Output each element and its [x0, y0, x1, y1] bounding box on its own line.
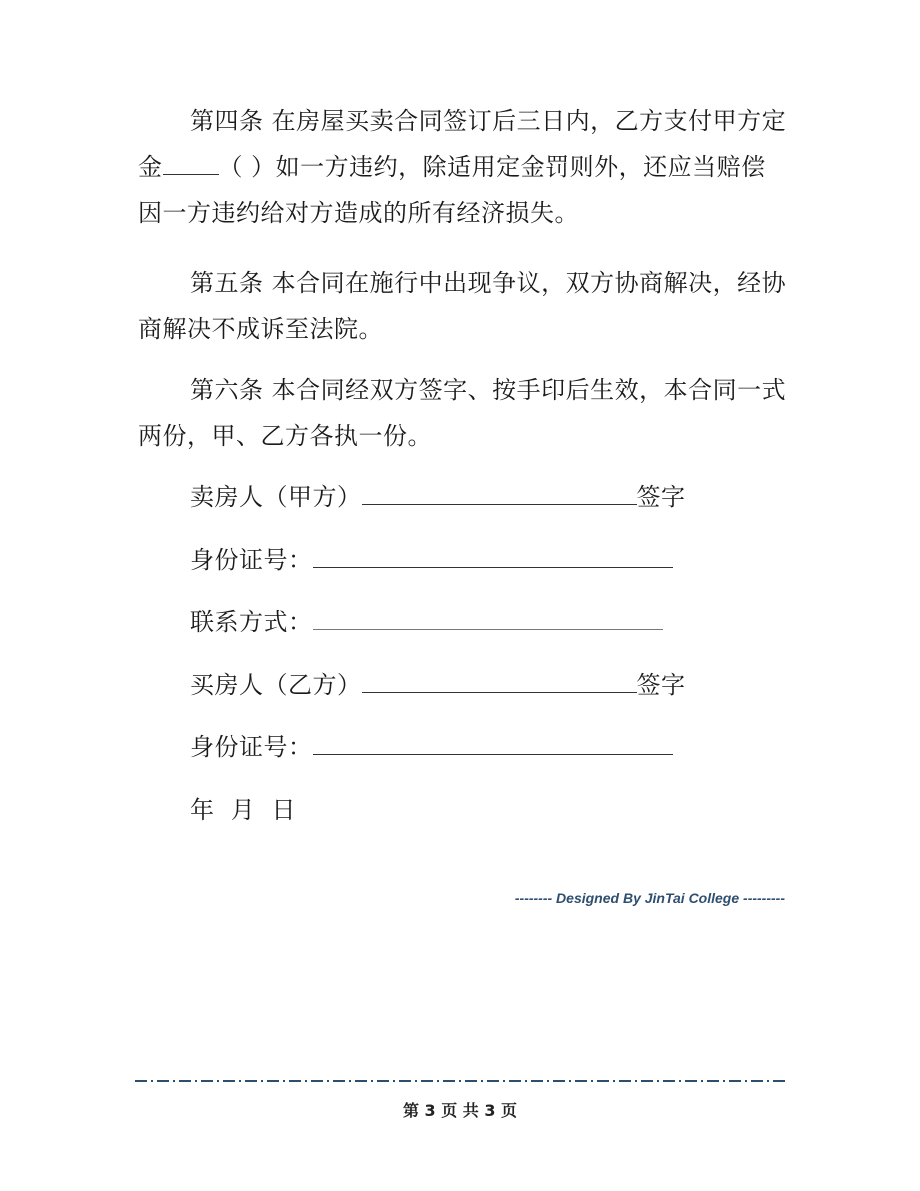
- buyer-id-label: 身份证号：: [190, 733, 313, 761]
- buyer-label: 买房人（乙方）: [190, 671, 362, 699]
- seller-contact-label: 联系方式：: [190, 608, 313, 636]
- article-4-text-part2: （ ）如一方违约，除适用定金罚则外，还应当赔偿因一方违约给对方造成的所有经济损失。: [138, 153, 766, 227]
- buyer-signature-line: [362, 670, 637, 693]
- seller-sign-suffix: 签字: [636, 483, 686, 511]
- article-5-text: 第五条 本合同在施行中出现争议，双方协商解决，经协商解决不成诉至法院。: [138, 269, 787, 343]
- deposit-amount-blank: [163, 152, 219, 175]
- date-label: 年 月 日: [190, 796, 297, 824]
- seller-signature-line: [362, 482, 637, 505]
- seller-contact-row: [190, 607, 663, 637]
- article-6-text: 第六条 本合同经双方签字、按手印后生效，本合同一式两份，甲、乙方各执一份。: [138, 376, 787, 450]
- buyer-id-row: [190, 732, 673, 762]
- buyer-sign-suffix: 签字: [636, 671, 686, 699]
- buyer-signature-row: [190, 670, 686, 700]
- footer-brand: -------- Designed By JinTai College ---------: [514, 890, 785, 906]
- article-6: [138, 367, 788, 459]
- seller-contact-line: [313, 607, 663, 630]
- footer-divider: [135, 1080, 785, 1082]
- seller-id-label: 身份证号：: [190, 546, 313, 574]
- seller-id-row: [190, 545, 673, 575]
- seller-label: 卖房人（甲方）: [190, 483, 362, 511]
- article-4: [138, 98, 788, 236]
- seller-signature-row: [190, 482, 686, 512]
- date-row: [190, 795, 296, 825]
- page-number: 第 3 页 共 3 页: [402, 1101, 518, 1120]
- article-5: [138, 260, 788, 352]
- seller-id-line: [313, 545, 673, 568]
- buyer-id-line: [313, 732, 673, 755]
- article-4-text-part1: 第四条 在房屋买卖合同签订后三日内，乙方支付甲方定金: [138, 107, 787, 181]
